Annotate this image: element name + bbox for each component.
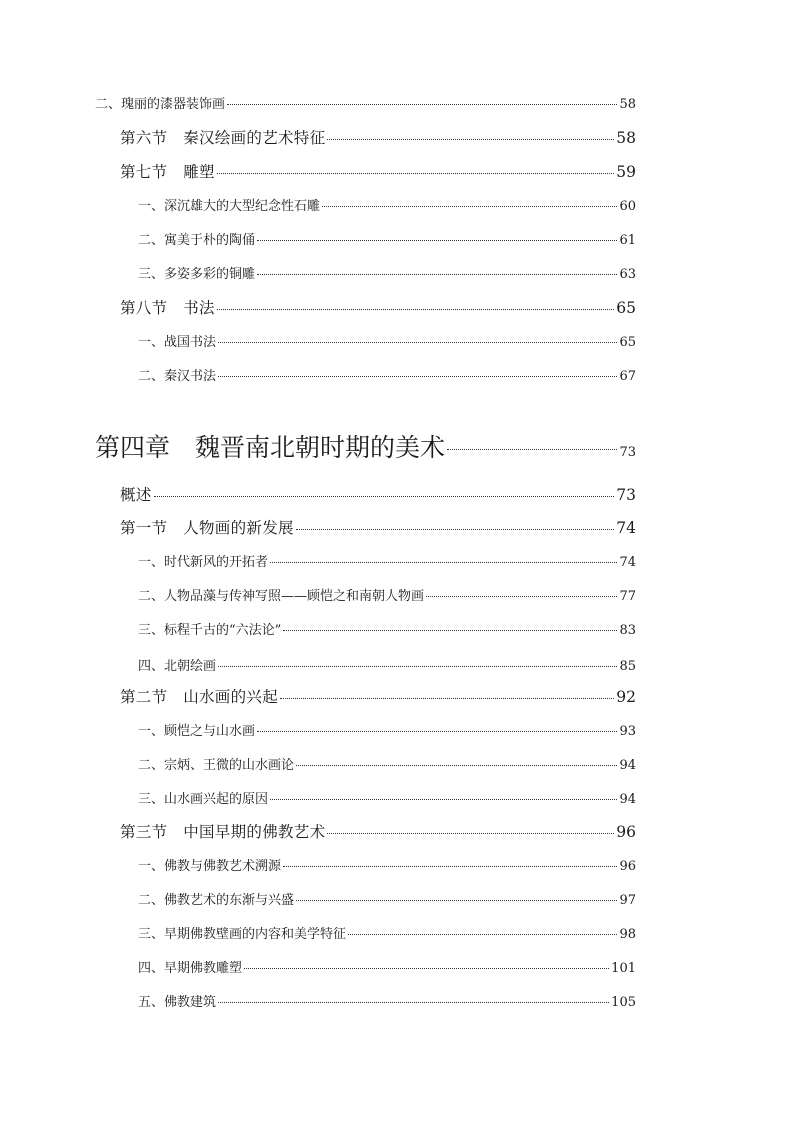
- toc-entry-title: 一、深沉雄大的大型纪念性石雕: [138, 199, 321, 214]
- toc-section-title: 第三节 中国早期的佛教艺术: [120, 823, 326, 841]
- toc-entry: [138, 788, 636, 807]
- toc-section-page: 59: [616, 163, 636, 181]
- leader-dots: [327, 139, 614, 140]
- toc-chapter: [95, 428, 636, 464]
- toc-entry: [138, 195, 636, 214]
- toc-entry-page: 65: [619, 335, 636, 350]
- toc-entry-title: 三、早期佛教壁画的内容和美学特征: [138, 927, 347, 942]
- toc-entry-title: 二、宗炳、王微的山水画论: [138, 758, 295, 773]
- toc-section: [120, 126, 636, 148]
- toc-entry-title: 五、佛教建筑: [138, 995, 217, 1010]
- leader-dots: [244, 968, 609, 969]
- toc-entry-page: 63: [619, 267, 636, 282]
- toc-section-title: 第二节 山水画的兴起: [120, 688, 279, 706]
- toc-section-page: 65: [616, 299, 636, 317]
- leader-dots: [280, 698, 614, 699]
- leader-dots: [322, 206, 617, 207]
- toc-entry: [138, 619, 636, 638]
- toc-entry: [138, 754, 636, 773]
- toc-entry: [138, 720, 636, 739]
- toc-entry-title: 一、佛教与佛教艺术溯源: [138, 859, 282, 874]
- leader-dots: [296, 529, 614, 530]
- toc-entry: [138, 991, 636, 1010]
- toc-entry-page: 67: [619, 369, 636, 384]
- toc-entry: [138, 923, 636, 942]
- toc-entry: [138, 229, 636, 248]
- leader-dots: [218, 1002, 609, 1003]
- leader-dots: [283, 630, 617, 631]
- leader-dots: [217, 173, 614, 174]
- leader-dots: [447, 449, 617, 450]
- toc-entry-page: 93: [619, 724, 636, 739]
- toc-entry: [138, 957, 636, 976]
- toc-chapter-page: 73: [619, 445, 636, 460]
- toc-entry-title: 四、北朝绘画: [138, 659, 217, 674]
- toc-entry-title: 一、时代新风的开拓者: [138, 555, 269, 570]
- toc-section-title: 第八节 书法: [120, 299, 215, 317]
- leader-dots: [257, 240, 617, 241]
- toc-section-page: 74: [616, 519, 636, 537]
- toc-entry-page: 96: [619, 859, 636, 874]
- toc-entry-page: 74: [619, 555, 636, 570]
- toc-section-title: 第六节 秦汉绘画的艺术特征: [120, 129, 326, 147]
- toc-entry-title: 三、山水画兴起的原因: [138, 792, 269, 807]
- toc-entry-page: 97: [619, 893, 636, 908]
- toc-chapter-title: 第四章 魏晋南北朝时期的美术: [95, 433, 446, 462]
- toc-entry: [138, 551, 636, 570]
- toc-entry-page: 105: [611, 995, 636, 1010]
- toc-section: [120, 483, 636, 505]
- toc-entry-page: 94: [619, 758, 636, 773]
- toc-entry-title: 二、人物品藻与传神写照——顾恺之和南朝人物画: [138, 589, 425, 604]
- toc-entry-title: 四、早期佛教雕塑: [138, 961, 243, 976]
- toc-entry: [138, 889, 636, 908]
- leader-dots: [270, 799, 617, 800]
- toc-entry-title: 一、顾恺之与山水画: [138, 724, 256, 739]
- toc-entry-page: 83: [619, 623, 636, 638]
- toc-entry-page: 58: [619, 97, 636, 112]
- toc-section: [120, 296, 636, 318]
- toc-entry-title: 一、战国书法: [138, 335, 217, 350]
- leader-dots: [218, 666, 617, 667]
- toc-entry-page: 61: [619, 233, 636, 248]
- leader-dots: [154, 496, 615, 497]
- toc-entry: [138, 365, 636, 384]
- toc-entry-title: 三、标程千古的“六法论”: [138, 623, 282, 638]
- toc-section-page: 96: [616, 823, 636, 841]
- toc-entry-page: 77: [619, 589, 636, 604]
- toc-entry-title: 二、佛教艺术的东渐与兴盛: [138, 893, 295, 908]
- leader-dots: [270, 562, 617, 563]
- leader-dots: [257, 731, 617, 732]
- toc-section-page: 58: [616, 129, 636, 147]
- toc-section: [120, 820, 636, 842]
- toc-entry-page: 60: [619, 199, 636, 214]
- toc-entry: [138, 655, 636, 674]
- leader-dots: [217, 309, 614, 310]
- toc-entry-page: 85: [619, 659, 636, 674]
- leader-dots: [426, 596, 617, 597]
- toc-section-title: 第一节 人物画的新发展: [120, 519, 294, 537]
- toc-entry-page: 94: [619, 792, 636, 807]
- toc-entry-title: 二、秦汉书法: [138, 369, 217, 384]
- toc-section-title: 概述: [120, 486, 152, 504]
- toc-entry-page: 101: [611, 961, 636, 976]
- leader-dots: [283, 866, 617, 867]
- toc-entry: [95, 93, 636, 112]
- toc-section: [120, 160, 636, 182]
- leader-dots: [296, 900, 617, 901]
- toc-entry: [138, 263, 636, 282]
- leader-dots: [327, 833, 614, 834]
- toc-entry: [138, 331, 636, 350]
- leader-dots: [296, 765, 617, 766]
- toc-section-page: 73: [616, 486, 636, 504]
- leader-dots: [257, 274, 617, 275]
- toc-entry-title: 三、多姿多彩的铜雕: [138, 267, 256, 282]
- toc-section: [120, 685, 636, 707]
- toc-section-page: 92: [616, 688, 636, 706]
- toc-entry: [138, 855, 636, 874]
- leader-dots: [218, 342, 617, 343]
- toc-entry-title: 二、寓美于朴的陶俑: [138, 233, 256, 248]
- leader-dots: [227, 104, 617, 105]
- toc-entry-page: 98: [619, 927, 636, 942]
- leader-dots: [218, 376, 617, 377]
- toc-section-title: 第七节 雕塑: [120, 163, 215, 181]
- toc-entry-title: 二、瑰丽的漆器装饰画: [95, 97, 226, 112]
- leader-dots: [348, 934, 617, 935]
- toc-section: [120, 516, 636, 538]
- toc-entry: [138, 585, 636, 604]
